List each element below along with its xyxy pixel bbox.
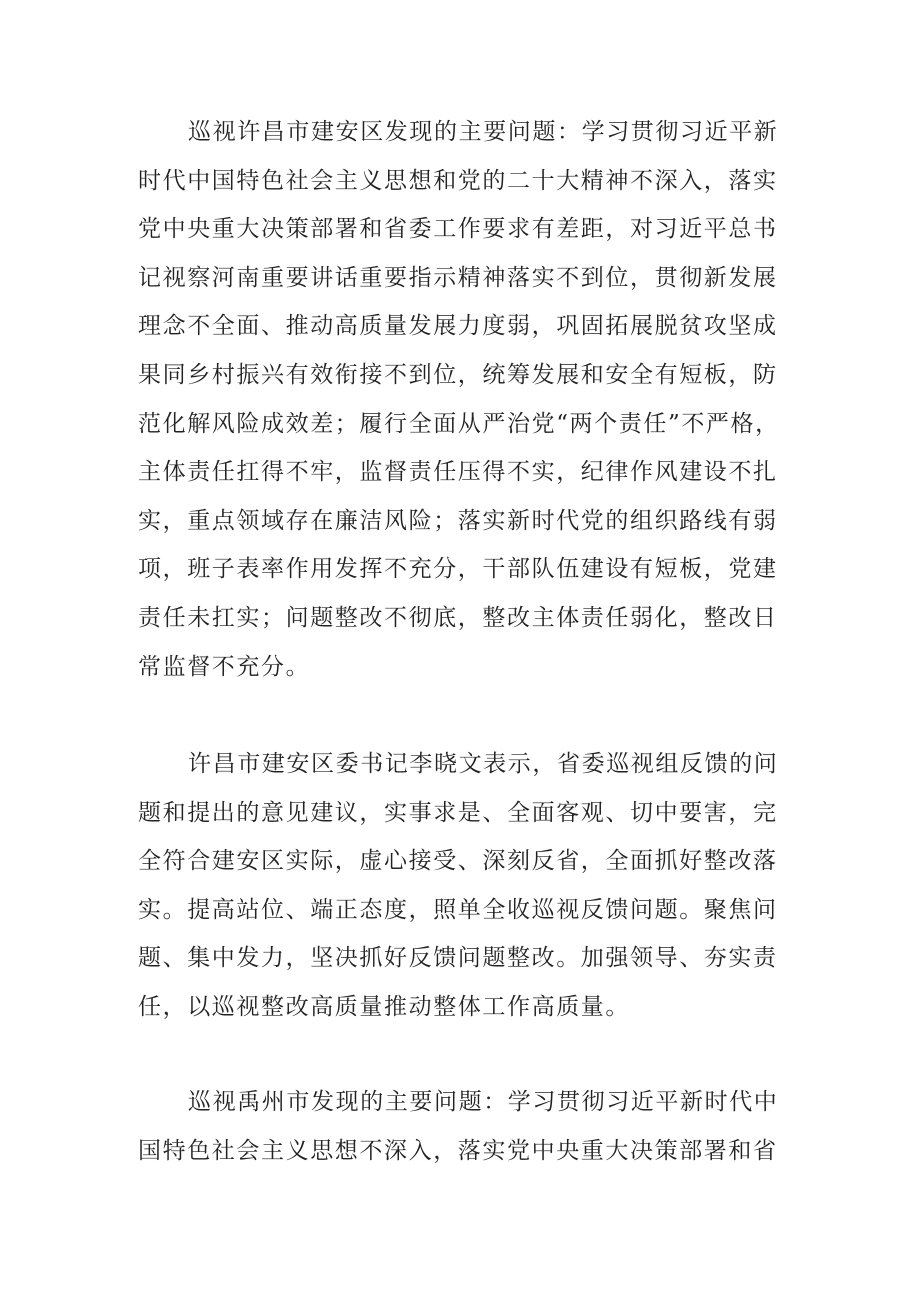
text-line: 巡视禹州市发现的主要问题：学习贯彻习近平新时代中 [188, 1089, 779, 1115]
text-line: 主体责任扛得不牢，监督责任压得不实，纪律作风建设不扎 [138, 459, 778, 486]
text-line: 项，班子表率作用发挥不充分，干部队伍建设有短板，党建 [138, 556, 778, 583]
text-line: 理念不全面、推动高质量发展力度弱，巩固拓展脱贫攻坚成 [138, 313, 778, 340]
text-line: 范化解风险成效差；履行全面从严治党“两个责任”不严格， [138, 410, 780, 437]
text-line: 果同乡村振兴有效衔接不到位，统筹发展和安全有短板，防 [138, 361, 778, 388]
text-line: 责任未扛实；问题整改不彻底，整改主体责任弱化，整改日 [138, 604, 778, 631]
text-line: 任，以巡视整改高质量推动整体工作高质量。 [138, 993, 630, 1020]
paragraph-jianan-inspection-issues [138, 108, 798, 691]
text-line: 全符合建安区实际，虚心接受、深刻反省，全面抓好整改落 [138, 848, 778, 875]
text-line: 常监督不充分。 [138, 653, 311, 680]
text-line: 国特色社会主义思想不深入，落实党中央重大决策部署和省 [138, 1137, 778, 1164]
text-line: 许昌市建安区委书记李晓文表示，省委巡视组反馈的问 [188, 751, 779, 777]
paragraph-secretary-statement [138, 740, 798, 1032]
text-line: 记视察河南重要讲话重要指示精神落实不到位，贯彻新发展 [138, 264, 778, 291]
text-line: 巡视许昌市建安区发现的主要问题：学习贯彻习近平新 [188, 119, 779, 145]
text-line: 题和提出的意见建议，实事求是、全面客观、切中要害，完 [138, 799, 778, 826]
paragraph-yuzhou-inspection-issues [138, 1078, 798, 1175]
text-line: 题、集中发力，坚决抓好反馈问题整改。加强领导、夯实责 [138, 945, 778, 972]
text-line: 时代中国特色社会主义思想和党的二十大精神不深入，落实 [138, 167, 778, 194]
text-line: 实，重点领域存在廉洁风险；落实新时代党的组织路线有弱 [138, 507, 778, 534]
text-line: 实。提高站位、端正态度，照单全收巡视反馈问题。聚焦问 [138, 896, 778, 923]
text-line: 党中央重大决策部署和省委工作要求有差距，对习近平总书 [138, 216, 778, 243]
